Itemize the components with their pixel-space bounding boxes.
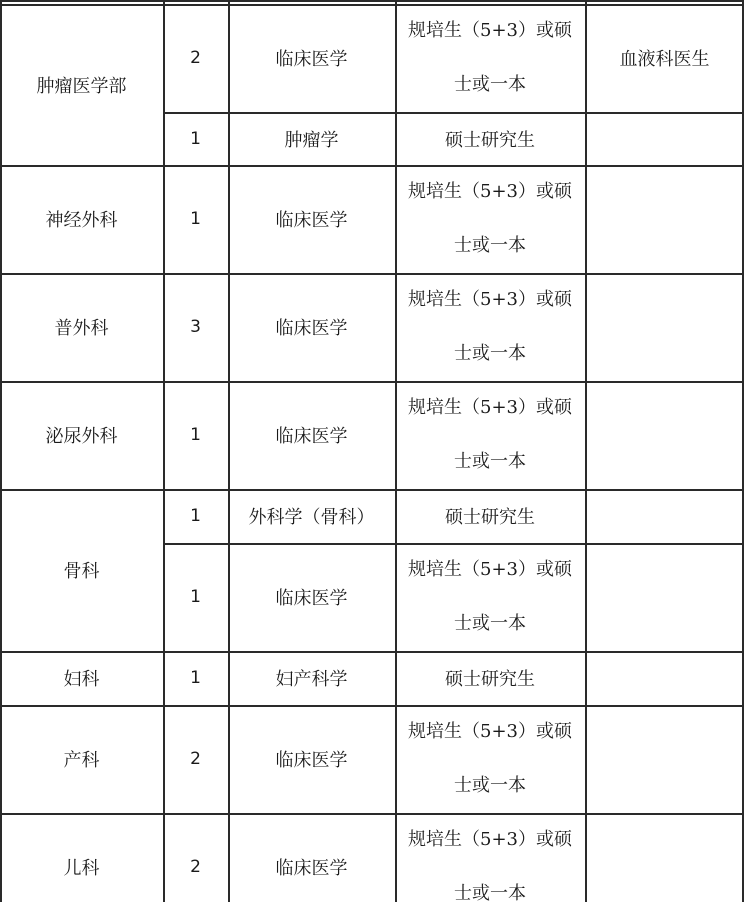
table-horizontal-line bbox=[163, 543, 744, 545]
education-cell bbox=[395, 705, 585, 813]
education-line: 硕士研究生 bbox=[445, 129, 535, 151]
note-cell bbox=[585, 705, 744, 813]
table-horizontal-line bbox=[163, 112, 744, 114]
headcount-cell: 1 bbox=[190, 425, 201, 445]
headcount-cell: 1 bbox=[190, 128, 201, 149]
major-cell: 临床医学 bbox=[275, 588, 348, 609]
note-cell bbox=[585, 112, 744, 165]
table-horizontal-line bbox=[0, 381, 744, 383]
education-cell bbox=[395, 651, 585, 705]
department-cell: 儿科 bbox=[63, 858, 100, 879]
department-cell: 产科 bbox=[63, 750, 100, 771]
table-vertical-line bbox=[585, 0, 587, 902]
department-cell: 普外科 bbox=[54, 318, 109, 339]
education-line: 士或一本 bbox=[454, 451, 526, 472]
table-horizontal-line bbox=[0, 273, 744, 275]
table-horizontal-line bbox=[0, 813, 744, 815]
headcount-cell: 1 bbox=[190, 209, 201, 229]
table-vertical-line bbox=[228, 0, 230, 902]
note-cell bbox=[585, 651, 744, 705]
table-horizontal-line bbox=[0, 489, 744, 491]
headcount-cell: 1 bbox=[190, 506, 201, 526]
education-line: 士或一本 bbox=[454, 343, 526, 364]
headcount-cell: 1 bbox=[190, 587, 201, 607]
table-vertical-line bbox=[163, 0, 165, 902]
table-vertical-line bbox=[0, 0, 2, 902]
note-cell bbox=[585, 543, 744, 651]
education-cell bbox=[395, 381, 585, 489]
department-cell: 神经外科 bbox=[45, 210, 118, 231]
education-cell bbox=[395, 489, 585, 543]
education-line: 硕士研究生 bbox=[445, 669, 535, 690]
major-cell: 临床医学 bbox=[275, 318, 348, 339]
education-line: 士或一本 bbox=[454, 613, 526, 634]
headcount-cell: 2 bbox=[190, 48, 201, 68]
education-line: 规培生（5+3）或硕 bbox=[408, 20, 572, 41]
major-cell: 妇产科学 bbox=[275, 669, 348, 690]
note-cell bbox=[585, 273, 744, 381]
education-cell bbox=[395, 543, 585, 651]
education-line: 士或一本 bbox=[454, 775, 526, 796]
education-cell bbox=[395, 112, 585, 165]
major-cell: 临床医学 bbox=[275, 858, 348, 879]
education-line: 规培生（5+3）或硕 bbox=[408, 721, 572, 742]
education-line: 规培生（5+3）或硕 bbox=[408, 289, 572, 310]
education-line: 硕士研究生 bbox=[445, 507, 535, 528]
note-cell: 血液科医生 bbox=[619, 49, 710, 70]
major-cell: 临床医学 bbox=[275, 426, 348, 447]
major-cell: 肿瘤学 bbox=[284, 129, 339, 151]
table-horizontal-line bbox=[0, 705, 744, 707]
headcount-cell: 2 bbox=[190, 857, 201, 877]
note-cell bbox=[585, 165, 744, 273]
note-cell bbox=[585, 381, 744, 489]
education-cell bbox=[395, 165, 585, 273]
table-horizontal-line bbox=[0, 0, 744, 2]
major-cell: 临床医学 bbox=[275, 210, 348, 231]
headcount-cell: 2 bbox=[190, 749, 201, 769]
education-cell bbox=[395, 4, 585, 112]
note-cell bbox=[585, 489, 744, 543]
department-cell: 妇科 bbox=[63, 669, 100, 690]
headcount-cell: 3 bbox=[190, 317, 201, 337]
major-cell: 外科学（骨科） bbox=[248, 507, 375, 528]
table-horizontal-line bbox=[0, 165, 744, 167]
education-line: 士或一本 bbox=[454, 74, 526, 95]
education-line: 士或一本 bbox=[454, 235, 526, 256]
department-cell: 肿瘤医学部 bbox=[36, 75, 127, 97]
education-line: 规培生（5+3）或硕 bbox=[408, 829, 572, 850]
education-line: 规培生（5+3）或硕 bbox=[408, 397, 572, 418]
department-cell: 骨科 bbox=[63, 561, 100, 582]
education-line: 士或一本 bbox=[454, 883, 526, 904]
note-cell bbox=[585, 813, 744, 921]
department-cell: 泌尿外科 bbox=[45, 426, 118, 447]
education-line: 规培生（5+3）或硕 bbox=[408, 559, 572, 580]
headcount-cell: 1 bbox=[190, 668, 201, 688]
education-line: 规培生（5+3）或硕 bbox=[408, 181, 572, 202]
table-vertical-line bbox=[395, 0, 397, 902]
major-cell: 临床医学 bbox=[275, 750, 348, 771]
table-horizontal-line bbox=[0, 651, 744, 653]
education-cell bbox=[395, 813, 585, 921]
major-cell: 临床医学 bbox=[275, 49, 348, 70]
education-cell bbox=[395, 273, 585, 381]
table-horizontal-line bbox=[0, 4, 744, 6]
